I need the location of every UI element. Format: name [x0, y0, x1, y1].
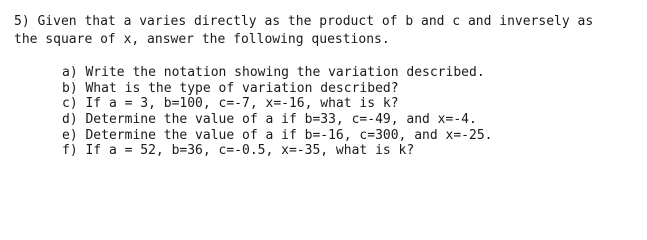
- problem-intro-line-2: the square of x, answer the following questions.: [14, 32, 390, 47]
- problem-intro-line-1: 5) Given that a varies directly as the product of b and c and inversely as: [14, 14, 594, 29]
- question-f: f) If a = 52, b=36, c=-0.5, x=-35, what is k?: [62, 143, 415, 159]
- question-a: a) Write the notation showing the variation described.: [62, 65, 485, 80]
- question-e: e) Determine the value of a if b=-16, c=300, and x=-25.: [62, 127, 493, 143]
- question-b: b) What is the type of variation described?: [62, 80, 399, 96]
- question-c: c) If a = 3, b=100, c=-7, x=-16, what is k?: [62, 96, 399, 112]
- question-list: [62, 65, 492, 159]
- question-d: d) Determine the value of a if b=33, c=-49, and x=-4.: [62, 112, 477, 128]
- problem-statement: [14, 13, 639, 49]
